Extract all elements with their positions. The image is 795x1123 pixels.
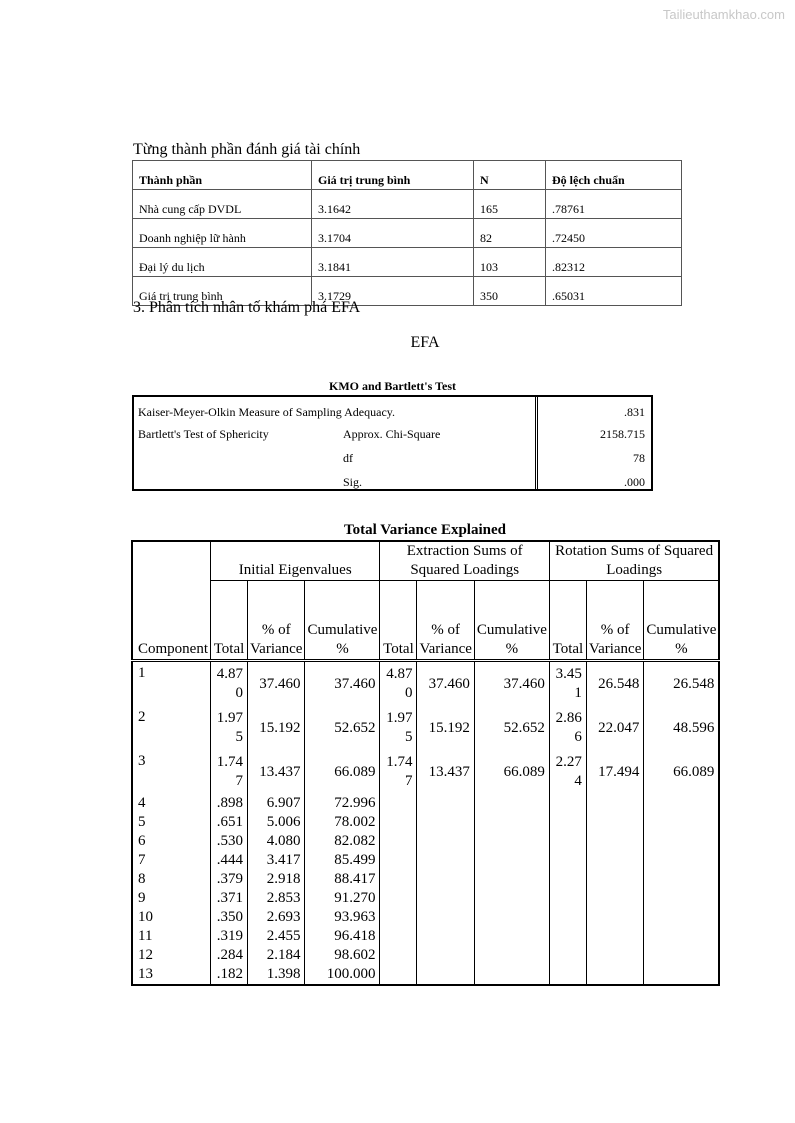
- component-cell: 13: [132, 965, 211, 985]
- value-cell: [474, 813, 549, 832]
- kmo-divider: [535, 397, 538, 489]
- value-cell: [474, 794, 549, 813]
- value-cell: 3.417: [248, 851, 305, 870]
- value-cell: 26.548: [644, 661, 720, 707]
- value-cell: [417, 927, 474, 946]
- value-cell: 2.866: [549, 706, 586, 750]
- rotation-header: Rotation Sums of Squared Loadings: [549, 541, 719, 581]
- value-cell: 2.853: [248, 889, 305, 908]
- value-cell: 72.996: [305, 794, 380, 813]
- value-cell: 1.975: [211, 706, 248, 750]
- value-cell: 48.596: [644, 706, 720, 750]
- value-cell: [417, 889, 474, 908]
- table-row: [132, 832, 719, 851]
- value-cell: .379: [211, 870, 248, 889]
- value-cell: [549, 927, 586, 946]
- initial-eigenvalues-header: Initial Eigenvalues: [211, 541, 380, 581]
- value-cell: 82.082: [305, 832, 380, 851]
- table-cell: 3.1841: [312, 248, 474, 277]
- value-cell: 6.907: [248, 794, 305, 813]
- value-cell: 2.918: [248, 870, 305, 889]
- value-cell: [549, 832, 586, 851]
- pct-header: % of Variance: [417, 581, 474, 661]
- value-cell: [549, 946, 586, 965]
- value-cell: [644, 794, 720, 813]
- value-cell: [474, 889, 549, 908]
- value-cell: [380, 870, 417, 889]
- table-cell: 3.1729: [312, 277, 474, 306]
- table-row: [132, 750, 719, 794]
- table-row: [132, 661, 719, 707]
- table-cell: Đại lý du lịch: [133, 248, 312, 277]
- component-cell: 5: [132, 813, 211, 832]
- component-cell: 2: [132, 706, 211, 750]
- table-row: [133, 219, 682, 248]
- chi-square-value: 2158.715: [600, 427, 645, 441]
- value-cell: [380, 927, 417, 946]
- value-cell: 37.460: [305, 661, 380, 707]
- value-cell: [380, 851, 417, 870]
- chi-square-label: Approx. Chi-Square: [343, 427, 441, 441]
- variance-subheader-row: [132, 581, 719, 661]
- value-cell: 2.693: [248, 908, 305, 927]
- component-cell: 9: [132, 889, 211, 908]
- table-row: [132, 813, 719, 832]
- table-row: [132, 908, 719, 927]
- value-cell: [474, 908, 549, 927]
- value-cell: 85.499: [305, 851, 380, 870]
- cumulative-header: Cumulative %: [474, 581, 549, 661]
- value-cell: [549, 813, 586, 832]
- kmo-caption: KMO and Bartlett's Test: [328, 379, 456, 393]
- value-cell: 93.963: [305, 908, 380, 927]
- value-cell: [417, 946, 474, 965]
- table-row: [132, 946, 719, 965]
- table-row: [132, 927, 719, 946]
- value-cell: .651: [211, 813, 248, 832]
- section-heading-efa: 3. Phân tích nhân tố khám phá EFA: [133, 299, 361, 316]
- value-cell: 37.460: [474, 661, 549, 707]
- value-cell: [474, 870, 549, 889]
- value-cell: [549, 965, 586, 985]
- value-cell: [586, 946, 643, 965]
- value-cell: [417, 870, 474, 889]
- value-cell: 1.747: [211, 750, 248, 794]
- sig-label: Sig.: [343, 475, 363, 489]
- value-cell: .182: [211, 965, 248, 985]
- value-cell: [380, 813, 417, 832]
- value-cell: .371: [211, 889, 248, 908]
- total-header: Total: [211, 581, 248, 661]
- value-cell: [644, 965, 720, 985]
- total-header: Total: [380, 581, 417, 661]
- value-cell: [549, 889, 586, 908]
- cumulative-header: Cumulative %: [305, 581, 380, 661]
- value-cell: 96.418: [305, 927, 380, 946]
- value-cell: 88.417: [305, 870, 380, 889]
- value-cell: [586, 908, 643, 927]
- value-cell: [380, 794, 417, 813]
- table-cell: 165: [474, 190, 546, 219]
- value-cell: [380, 889, 417, 908]
- value-cell: [644, 851, 720, 870]
- value-cell: [549, 908, 586, 927]
- value-cell: 52.652: [474, 706, 549, 750]
- value-cell: [549, 851, 586, 870]
- bartlett-label: Bartlett's Test of Sphericity: [138, 427, 269, 441]
- table-cell: 350: [474, 277, 546, 306]
- table-row: [133, 248, 682, 277]
- table-cell: .72450: [546, 219, 682, 248]
- value-cell: [549, 870, 586, 889]
- table-cell: Nhà cung cấp DVDL: [133, 190, 312, 219]
- table-cell: .82312: [546, 248, 682, 277]
- value-cell: [644, 908, 720, 927]
- component-cell: 8: [132, 870, 211, 889]
- table-row: [132, 870, 719, 889]
- component-cell: 7: [132, 851, 211, 870]
- cumulative-header: Cumulative %: [644, 581, 720, 661]
- component-cell: 3: [132, 750, 211, 794]
- value-cell: 5.006: [248, 813, 305, 832]
- variance-table: [131, 540, 720, 986]
- value-cell: 37.460: [417, 661, 474, 707]
- value-cell: 1.747: [380, 750, 417, 794]
- value-cell: [474, 946, 549, 965]
- value-cell: [417, 813, 474, 832]
- value-cell: 4.870: [211, 661, 248, 707]
- table-row: [133, 190, 682, 219]
- value-cell: 15.192: [248, 706, 305, 750]
- table-row: [132, 965, 719, 985]
- value-cell: [644, 946, 720, 965]
- value-cell: [474, 832, 549, 851]
- value-cell: [586, 832, 643, 851]
- value-cell: 37.460: [248, 661, 305, 707]
- value-cell: 17.494: [586, 750, 643, 794]
- value-cell: 2.455: [248, 927, 305, 946]
- value-cell: [549, 794, 586, 813]
- value-cell: [417, 851, 474, 870]
- value-cell: [586, 870, 643, 889]
- header-cell: Thành phần: [133, 161, 312, 190]
- table-cell: .65031: [546, 277, 682, 306]
- value-cell: .350: [211, 908, 248, 927]
- variance-body: [132, 661, 719, 986]
- df-value: 78: [633, 451, 645, 465]
- value-cell: [474, 965, 549, 985]
- value-cell: 3.451: [549, 661, 586, 707]
- value-cell: 98.602: [305, 946, 380, 965]
- value-cell: 15.192: [417, 706, 474, 750]
- pct-header: % of Variance: [248, 581, 305, 661]
- section-title: Từng thành phần đánh giá tài chính: [133, 141, 361, 158]
- table-cell: 82: [474, 219, 546, 248]
- sig-value: .000: [624, 475, 645, 489]
- kmo-table: [132, 395, 653, 491]
- efa-title: EFA: [410, 334, 440, 351]
- value-cell: 13.437: [417, 750, 474, 794]
- value-cell: [417, 965, 474, 985]
- value-cell: [474, 927, 549, 946]
- finance-table: [132, 160, 682, 306]
- value-cell: [380, 832, 417, 851]
- value-cell: [644, 927, 720, 946]
- value-cell: [586, 927, 643, 946]
- value-cell: [586, 965, 643, 985]
- value-cell: .284: [211, 946, 248, 965]
- value-cell: [586, 889, 643, 908]
- value-cell: 22.047: [586, 706, 643, 750]
- extraction-header: Extraction Sums of Squared Loadings: [380, 541, 549, 581]
- component-header: Component: [132, 541, 211, 661]
- value-cell: [586, 813, 643, 832]
- table-row: [132, 889, 719, 908]
- value-cell: [474, 851, 549, 870]
- value-cell: 26.548: [586, 661, 643, 707]
- value-cell: [644, 870, 720, 889]
- header-cell: Độ lệch chuẩn: [546, 161, 682, 190]
- value-cell: 66.089: [305, 750, 380, 794]
- value-cell: 66.089: [474, 750, 549, 794]
- value-cell: 66.089: [644, 750, 720, 794]
- value-cell: 1.975: [380, 706, 417, 750]
- table-cell: .78761: [546, 190, 682, 219]
- value-cell: [417, 832, 474, 851]
- variance-group-row: [132, 541, 719, 581]
- value-cell: 2.184: [248, 946, 305, 965]
- value-cell: [586, 851, 643, 870]
- value-cell: [380, 946, 417, 965]
- header-cell: N: [474, 161, 546, 190]
- variance-caption: Total Variance Explained: [344, 522, 506, 538]
- watermark: Tailieuthamkhao.com: [662, 7, 785, 22]
- component-cell: 6: [132, 832, 211, 851]
- value-cell: 52.652: [305, 706, 380, 750]
- table-header-row: [133, 161, 682, 190]
- table-cell: Giá trị trung bình: [133, 277, 312, 306]
- value-cell: [644, 813, 720, 832]
- value-cell: .444: [211, 851, 248, 870]
- value-cell: [380, 908, 417, 927]
- value-cell: [644, 889, 720, 908]
- component-cell: 4: [132, 794, 211, 813]
- table-row: [132, 851, 719, 870]
- value-cell: 78.002: [305, 813, 380, 832]
- value-cell: 100.000: [305, 965, 380, 985]
- table-cell: 3.1704: [312, 219, 474, 248]
- header-cell: Giá trị trung bình: [312, 161, 474, 190]
- value-cell: 2.274: [549, 750, 586, 794]
- total-header: Total: [549, 581, 586, 661]
- value-cell: 4.870: [380, 661, 417, 707]
- table-cell: Doanh nghiệp lữ hành: [133, 219, 312, 248]
- value-cell: 91.270: [305, 889, 380, 908]
- component-cell: 10: [132, 908, 211, 927]
- component-cell: 11: [132, 927, 211, 946]
- value-cell: 1.398: [248, 965, 305, 985]
- value-cell: 4.080: [248, 832, 305, 851]
- table-cell: 103: [474, 248, 546, 277]
- value-cell: [417, 908, 474, 927]
- kmo-value: .831: [624, 405, 645, 419]
- kmo-label: Kaiser-Meyer-Olkin Measure of Sampling Adequacy.: [138, 405, 395, 419]
- value-cell: .530: [211, 832, 248, 851]
- component-cell: 12: [132, 946, 211, 965]
- component-cell: 1: [132, 661, 211, 707]
- df-label: df: [343, 451, 353, 465]
- value-cell: .898: [211, 794, 248, 813]
- table-cell: 3.1642: [312, 190, 474, 219]
- value-cell: [380, 965, 417, 985]
- value-cell: [417, 794, 474, 813]
- value-cell: [586, 794, 643, 813]
- value-cell: [644, 832, 720, 851]
- table-row: [132, 706, 719, 750]
- table-row: [132, 794, 719, 813]
- pct-header: % of Variance: [586, 581, 643, 661]
- value-cell: 13.437: [248, 750, 305, 794]
- value-cell: .319: [211, 927, 248, 946]
